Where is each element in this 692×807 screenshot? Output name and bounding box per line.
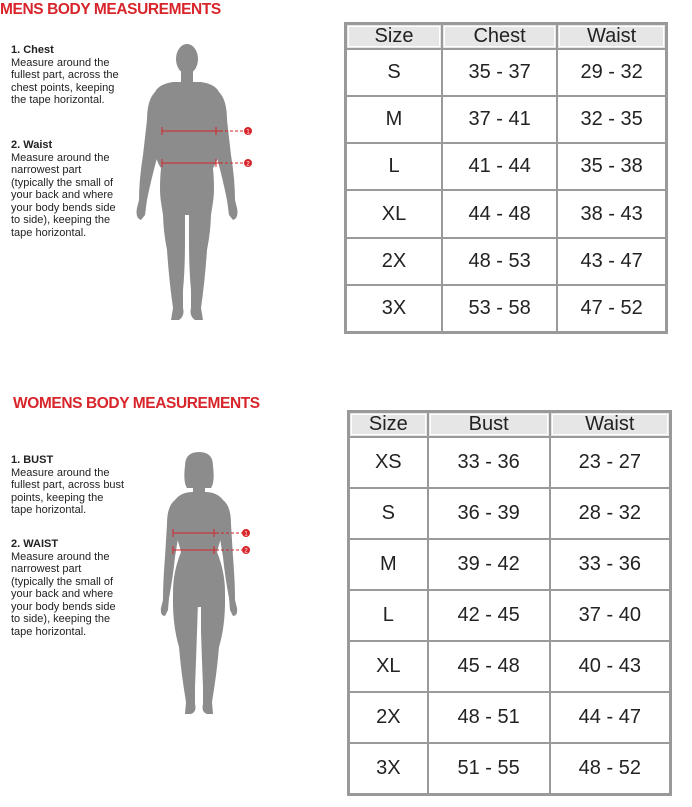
header-waist: Waist [550, 412, 670, 437]
mens-measure-lines [160, 120, 255, 170]
size-cell: 3X [349, 743, 428, 794]
size-cell: XL [349, 641, 428, 692]
chest-cell: 44 - 48 [442, 190, 557, 237]
waist-cell: 28 - 32 [550, 488, 670, 539]
bust-cell: 33 - 36 [428, 437, 550, 488]
table-header-row [346, 24, 666, 49]
size-cell: XS [349, 437, 428, 488]
waist-cell: 38 - 43 [557, 190, 666, 237]
table-row [346, 238, 666, 285]
header-size: Size [349, 412, 428, 437]
chest-cell: 41 - 44 [442, 143, 557, 190]
table-row [349, 743, 670, 794]
bust-cell: 51 - 55 [428, 743, 550, 794]
size-cell: 2X [349, 692, 428, 743]
mens-waist-text: Measure around the narrowest part (typically the small of your back and where your body bends side to side), keeping the tape horizontal. [11, 151, 116, 239]
header-chest: Chest [442, 24, 557, 49]
waist-cell: 43 - 47 [557, 238, 666, 285]
table-row [346, 96, 666, 143]
waist-cell: 35 - 38 [557, 143, 666, 190]
table-row [349, 437, 670, 488]
mens-title: MENS BODY MEASUREMENTS [0, 1, 221, 18]
size-cell: M [349, 539, 428, 590]
header-size: Size [346, 24, 442, 49]
waist-cell: 32 - 35 [557, 96, 666, 143]
mens-chest-heading: 1. Chest [11, 44, 54, 56]
header-bust: Bust [428, 412, 550, 437]
womens-measure-lines [170, 523, 255, 558]
womens-bust-heading: 1. BUST [11, 454, 54, 466]
womens-title: WOMENS BODY MEASUREMENTS [13, 395, 260, 412]
bust-cell: 48 - 51 [428, 692, 550, 743]
chest-cell: 48 - 53 [442, 238, 557, 285]
size-cell: 2X [346, 238, 442, 285]
table-row [349, 488, 670, 539]
mens-waist-heading: 2. Waist [11, 139, 53, 151]
header-waist: Waist [557, 24, 666, 49]
size-cell: L [349, 590, 428, 641]
waist-cell: 23 - 27 [550, 437, 670, 488]
table-row [346, 190, 666, 237]
bust-cell: 42 - 45 [428, 590, 550, 641]
size-cell: S [346, 49, 442, 96]
mens-waist-instructions [11, 139, 123, 239]
mens-chest-instructions [11, 44, 123, 107]
table-row [349, 641, 670, 692]
table-row [346, 285, 666, 332]
male-body-figure [135, 40, 260, 325]
waist-cell: 40 - 43 [550, 641, 670, 692]
mens-marker-1: 1 [246, 129, 250, 136]
womens-marker-2: 2 [244, 548, 248, 555]
table-row [346, 143, 666, 190]
mens-chest-text: Measure around the fullest part, across the chest points, keeping the tape horizontal. [11, 56, 119, 106]
womens-bust-instructions [11, 454, 127, 517]
size-cell: 3X [346, 285, 442, 332]
size-cell: XL [346, 190, 442, 237]
bust-cell: 36 - 39 [428, 488, 550, 539]
womens-bust-text: Measure around the fullest part, across bust points, keeping the tape horizontal. [11, 466, 125, 516]
size-cell: S [349, 488, 428, 539]
male-silhouette-icon [135, 40, 260, 325]
female-body-figure [155, 452, 245, 717]
bust-cell: 39 - 42 [428, 539, 550, 590]
womens-marker-1: 1 [244, 531, 248, 538]
size-cell: L [346, 143, 442, 190]
female-silhouette-icon [155, 452, 245, 717]
waist-cell: 48 - 52 [550, 743, 670, 794]
table-row [349, 539, 670, 590]
womens-waist-heading: 2. WAIST [11, 538, 59, 550]
mens-marker-2: 2 [246, 161, 250, 168]
waist-cell: 44 - 47 [550, 692, 670, 743]
size-cell: M [346, 96, 442, 143]
mens-section [0, 0, 692, 360]
table-header-row [349, 412, 670, 437]
waist-cell: 47 - 52 [557, 285, 666, 332]
table-row [349, 590, 670, 641]
table-row [349, 692, 670, 743]
chest-cell: 53 - 58 [442, 285, 557, 332]
womens-waist-instructions [11, 538, 127, 638]
waist-cell: 29 - 32 [557, 49, 666, 96]
table-row [346, 49, 666, 96]
waist-cell: 37 - 40 [550, 590, 670, 641]
womens-waist-text: Measure around the narrowest part (typically the small of your back and where your body bends side to side), keeping the tape horizontal. [11, 550, 116, 638]
chest-cell: 37 - 41 [442, 96, 557, 143]
bust-cell: 45 - 48 [428, 641, 550, 692]
chest-cell: 35 - 37 [442, 49, 557, 96]
mens-size-table [344, 22, 668, 334]
womens-size-table [347, 410, 672, 796]
waist-cell: 33 - 36 [550, 539, 670, 590]
